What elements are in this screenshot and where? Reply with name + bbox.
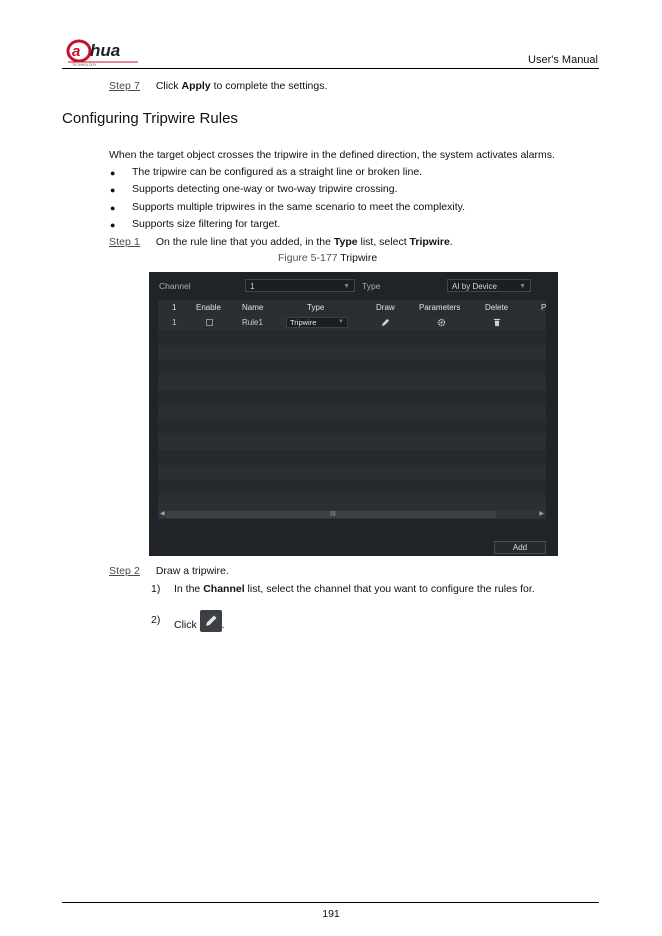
step2-label: Step 2	[109, 565, 140, 577]
step1-keyword-type: Type	[333, 236, 358, 248]
channel-select[interactable]	[245, 279, 355, 292]
draw-pencil-icon[interactable]	[381, 315, 390, 330]
table-row	[158, 360, 546, 375]
chevron-down-icon: ▼	[519, 283, 526, 290]
table-row	[158, 450, 546, 465]
step7-pre: Click	[155, 80, 182, 92]
horizontal-scrollbar[interactable]	[158, 510, 546, 519]
header-divider	[62, 68, 599, 69]
rules-table	[158, 300, 546, 518]
table-row	[158, 330, 546, 345]
step2-sub1-num: 1)	[151, 583, 161, 595]
col-header: 1	[172, 303, 177, 312]
dahua-logo	[64, 37, 144, 67]
channel-value: 1	[250, 282, 255, 291]
step1-post: .	[449, 236, 453, 248]
enable-checkbox[interactable]	[206, 319, 213, 326]
table-row	[158, 495, 546, 510]
manual-title: User's Manual	[528, 54, 598, 66]
chevron-down-icon: ▼	[338, 319, 344, 325]
figure-caption	[278, 252, 377, 264]
channel-label: Channel	[159, 281, 191, 291]
pencil-icon	[200, 610, 222, 632]
table-row[interactable]	[158, 315, 546, 330]
table-header	[158, 300, 546, 315]
svg-text:TECHNOLOGY: TECHNOLOGY	[72, 63, 97, 67]
bullet-marker: ●	[110, 220, 116, 230]
intro-text: When the target object crosses the tripwire in the defined direction, the system activates alarms.	[109, 149, 555, 161]
step1-keyword-tripwire: Tripwire	[409, 236, 450, 248]
step2-sub1-post: list, select the channel that you want to configure the rules for.	[244, 583, 535, 595]
col-header: Parameters	[419, 303, 461, 312]
table-row	[158, 345, 546, 360]
step2-sub2-num: 2)	[151, 614, 161, 626]
parameters-gear-icon[interactable]	[437, 315, 446, 330]
figure-number: Figure 5-177	[278, 252, 338, 264]
table-row	[158, 480, 546, 495]
scroll-grip: III	[330, 511, 336, 518]
table-row	[158, 390, 546, 405]
scroll-right-icon[interactable]: ▶	[539, 511, 544, 517]
step7-line	[109, 80, 327, 92]
bullet-item: Supports multiple tripwires in the same scenario to meet the complexity.	[132, 201, 466, 213]
svg-text:a: a	[72, 43, 81, 60]
step2-sub1-pre: In the	[174, 583, 204, 595]
figure-title: Tripwire	[340, 252, 378, 264]
row-number: 1	[172, 318, 177, 327]
scroll-left-icon[interactable]: ◀	[160, 511, 165, 517]
section-title: Configuring Tripwire Rules	[62, 110, 238, 127]
step1-mid: list, select	[357, 236, 410, 248]
rule-type-value: Tripwire	[290, 318, 317, 327]
bullet-item: Supports size filtering for target.	[132, 218, 281, 230]
page-number: 191	[322, 908, 340, 920]
step7-post: to complete the settings.	[210, 80, 328, 92]
step2-sub2-post: .	[221, 618, 225, 631]
bullet-marker: ●	[110, 203, 116, 213]
step1-line	[109, 236, 453, 248]
step7-keyword: Apply	[181, 80, 211, 92]
step2-line	[109, 565, 229, 577]
tripwire-screenshot	[149, 272, 558, 556]
bullet-item: The tripwire can be configured as a straight line or broken line.	[132, 166, 423, 178]
bullet-item: Supports detecting one-way or two-way tripwire crossing.	[132, 183, 398, 195]
step1-pre: On the rule line that you added, in the	[155, 236, 334, 248]
delete-trash-icon[interactable]	[493, 315, 501, 330]
footer-divider	[62, 902, 599, 903]
type-value: AI by Device	[452, 282, 497, 291]
table-row	[158, 465, 546, 480]
rule-name: Rule1	[242, 318, 263, 327]
table-row	[158, 405, 546, 420]
type-select[interactable]	[447, 279, 531, 292]
bullet-marker: ●	[110, 185, 116, 195]
col-header: Enable	[196, 303, 221, 312]
col-header: Type	[307, 303, 325, 312]
step2-text: Draw a tripwire.	[155, 565, 229, 577]
col-header: Delete	[485, 303, 509, 312]
add-button[interactable]: Add	[494, 541, 546, 554]
step2-sub2	[174, 614, 225, 636]
step7-label: Step 7	[109, 80, 140, 92]
step2-sub1	[174, 583, 535, 595]
col-header: Draw	[376, 303, 395, 312]
step1-label: Step 1	[109, 236, 140, 248]
col-header: Name	[242, 303, 264, 312]
svg-text:hua: hua	[90, 41, 121, 60]
table-row	[158, 375, 546, 390]
step2-sub1-keyword: Channel	[203, 583, 245, 595]
step2-sub2-pre: Click	[174, 618, 197, 631]
type-label: Type	[362, 281, 381, 291]
chevron-down-icon: ▼	[343, 283, 350, 290]
col-header: P	[541, 303, 546, 312]
table-row	[158, 420, 546, 435]
bullet-marker: ●	[110, 168, 116, 178]
rule-type-select[interactable]	[286, 317, 348, 328]
table-row	[158, 435, 546, 450]
